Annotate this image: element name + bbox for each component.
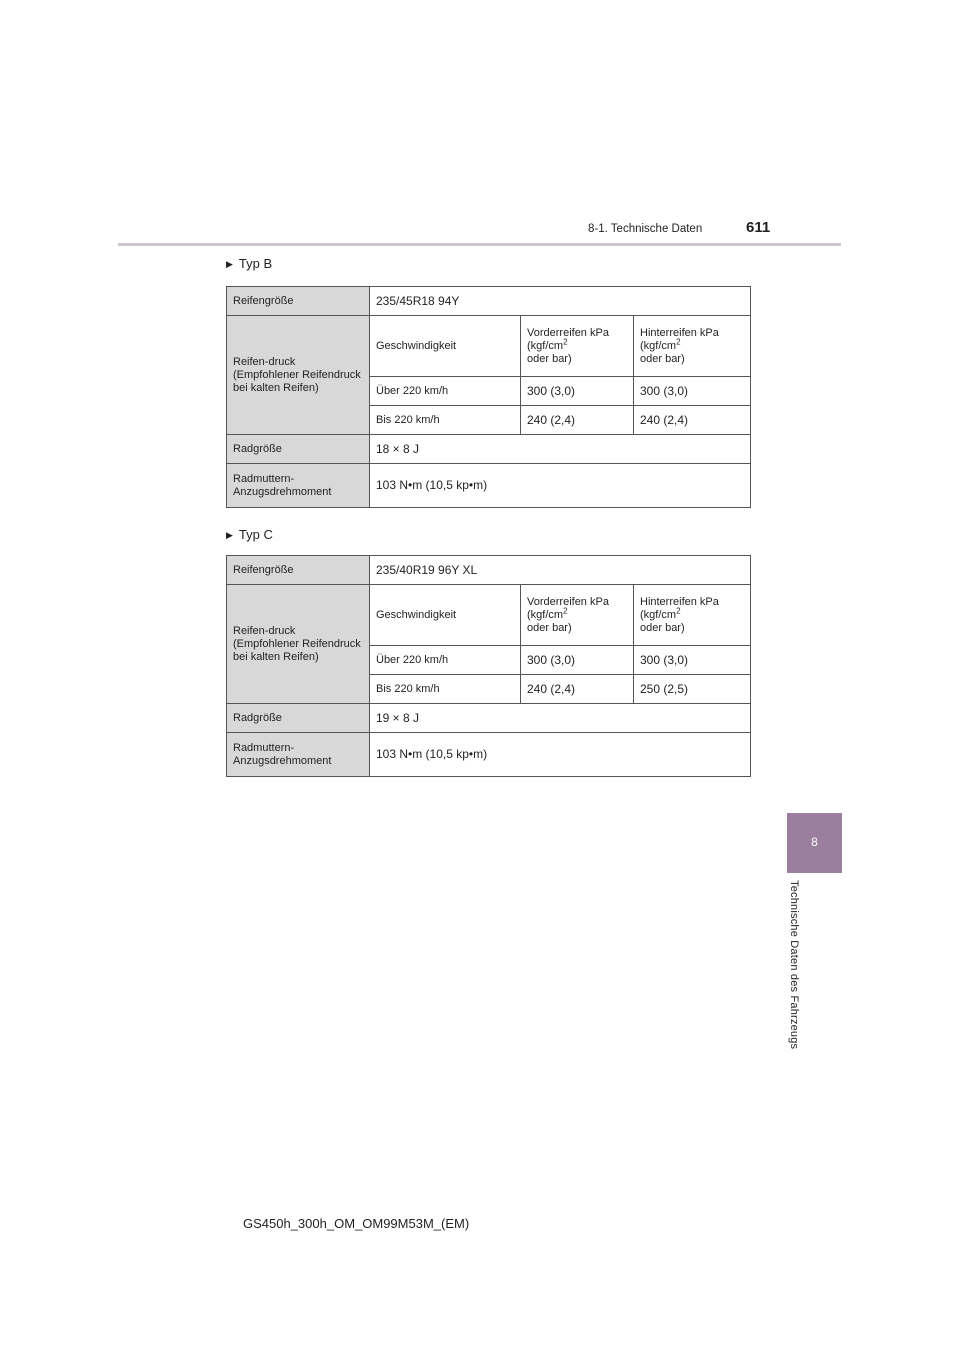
tire-size-value: 235/45R18 94Y [370,287,751,316]
wheel-size-value: 19 × 8 J [370,704,751,733]
speed-header: Geschwindigkeit [370,316,521,377]
torque-value: 103 N•m (10,5 kp•m) [370,733,751,777]
type-b-label: Typ B [238,256,273,271]
table-row [227,556,751,585]
front-tire-header: Vorderreifen kPa ($kgf/cm^2$ oder bar) [521,585,634,646]
chapter-label: Technische Daten des Fahrzeugs [788,880,800,1050]
tire-pressure-label: Reifen-druck (Empfohlener Reifendruck bei kalten Reifen) [227,316,370,435]
wheel-size-value: 18 × 8 J [370,435,751,464]
table-row [227,704,751,733]
triangle-bullet-icon: ▶ [226,530,233,540]
speed-header: Geschwindigkeit [370,585,521,646]
header-rule [118,243,841,246]
front-pressure-cell: 240 (2,4) [521,406,634,435]
rear-pressure-cell: 240 (2,4) [634,406,751,435]
torque-label: Radmuttern-Anzugsdrehmoment [227,733,370,777]
table-row [227,435,751,464]
torque-value: 103 N•m (10,5 kp•m) [370,464,751,508]
rear-pressure-cell: 300 (3,0) [634,377,751,406]
rear-tire-header: Hinterreifen kPa ($kgf/cm^2$ oder bar) [634,316,751,377]
front-pressure-cell: 300 (3,0) [521,646,634,675]
type-c-label: Typ C [238,527,273,542]
speed-cell: Bis 220 km/h [370,406,521,435]
rear-tire-header: Hinterreifen kPa ($kgf/cm^2$ oder bar) [634,585,751,646]
section-title: 8-1. Technische Daten [588,223,703,235]
front-pressure-cell: 300 (3,0) [521,377,634,406]
tire-spec-table-b [226,286,751,508]
wheel-size-label: Radgröße [227,435,370,464]
speed-cell: Über 220 km/h [370,377,521,406]
tire-pressure-label: Reifen-druck (Empfohlener Reifendruck bei kalten Reifen) [227,585,370,704]
tire-size-label: Reifengröße [227,556,370,585]
torque-label: Radmuttern-Anzugsdrehmoment [227,464,370,508]
wheel-size-label: Radgröße [227,704,370,733]
rear-pressure-cell: 300 (3,0) [634,646,751,675]
front-tire-header: Vorderreifen kPa ($kgf/cm^2$ oder bar) [521,316,634,377]
tire-spec-table-c [226,555,751,777]
chapter-number: 8 [811,835,818,849]
type-c-heading [226,527,273,542]
front-pressure-cell: 240 (2,4) [521,675,634,704]
speed-cell: Bis 220 km/h [370,675,521,704]
type-b-heading [226,256,272,271]
table-row [227,733,751,777]
tire-size-label: Reifengröße [227,287,370,316]
page-number: 611 [746,219,771,236]
table-row [227,287,751,316]
speed-cell: Über 220 km/h [370,646,521,675]
tire-size-value: 235/40R19 96Y XL [370,556,751,585]
table-row [227,316,751,377]
rear-pressure-cell: 250 (2,5) [634,675,751,704]
triangle-bullet-icon: ▶ [226,259,233,269]
table-row [227,585,751,646]
chapter-tab [787,813,842,873]
document-code: GS450h_300h_OM_OM99M53M_(EM) [243,1216,470,1231]
table-row [227,464,751,508]
